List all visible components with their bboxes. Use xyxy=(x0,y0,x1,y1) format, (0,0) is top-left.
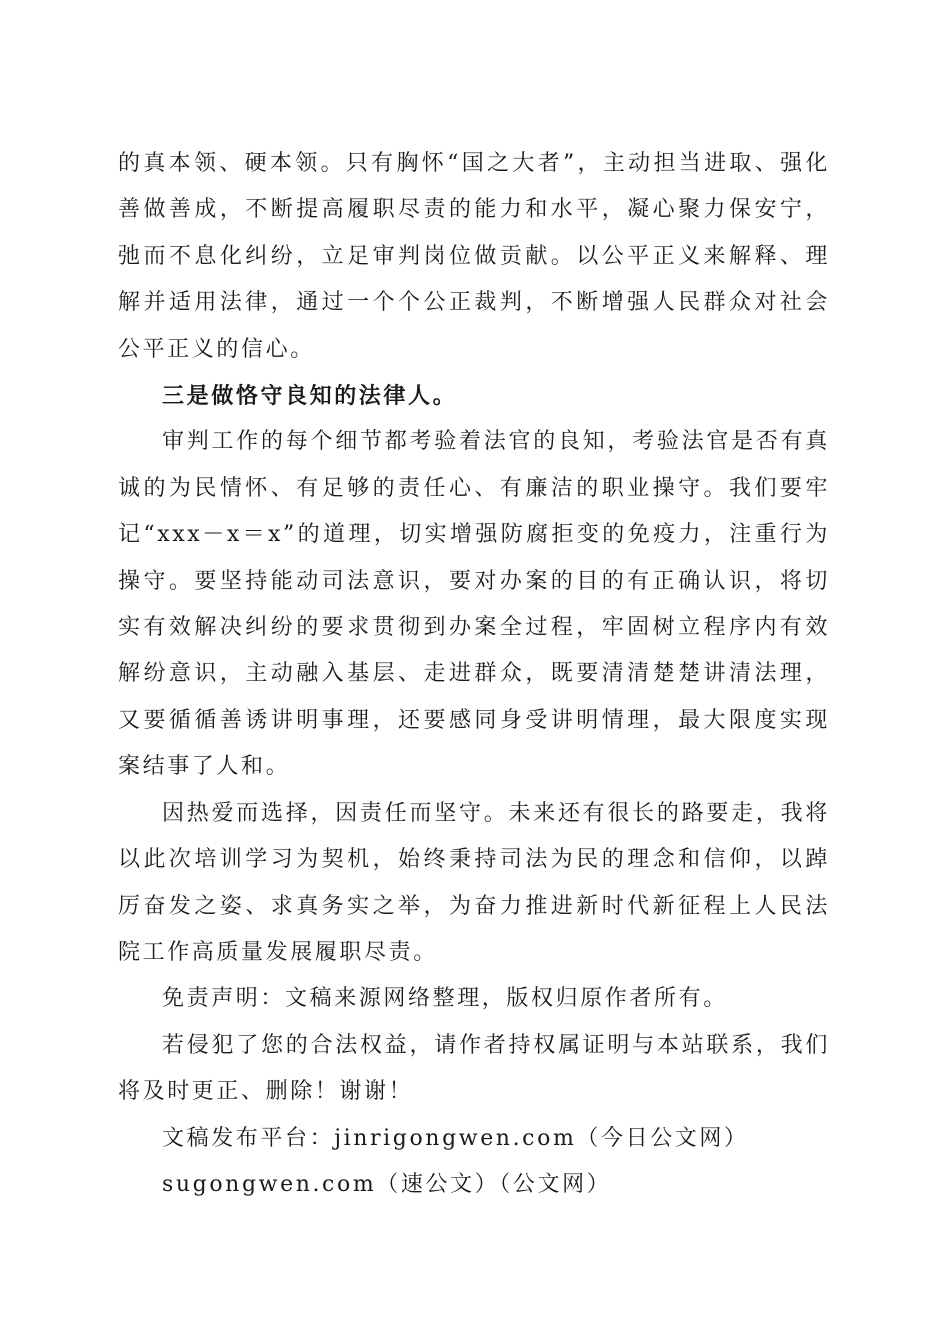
paragraph-conclusion: 因热爱而选择，因责任而坚守。未来还有很长的路要走，我将以此次培训学习为契机，始终秉持司法为民的理念和信仰，以踔厉奋发之姿、求真务实之举，为奋力推进新时代新征程上人民法院工作高质量发展履职尽责。 xyxy=(118,800,830,965)
disclaimer-line: 免责声明：文稿来源网络整理，版权归原作者所有。 xyxy=(162,986,728,1012)
site-names-line: sugongwen.com（速公文）（公文网） xyxy=(162,1171,612,1197)
publish-platform-line: 文稿发布平台：jinrigongwen.com（今日公文网） xyxy=(162,1125,749,1151)
paragraph-continuation: 的真本领、硬本领。只有胸怀“国之大者”，主动担当进取、强化善做善成，不断提高履职尽责的能力和水平，凝心聚力保安宁，弛而不息化纠纷，立足审判岗位做贡献。以公平正义来解释、理解并适用法律，通过一个个公正裁判，不断增强人民群众对社会公平正义的信心。 xyxy=(118,151,830,362)
paragraph-conscience: 审判工作的每个细节都考验着法官的良知，考验法官是否有真诚的为民情怀、有足够的责任心、有廉洁的职业操守。我们要牢记“xxx－x＝x”的道理，切实增强防腐拒变的免疫力，注重行为操守。要坚持能动司法意识，要对办案的目的有正确认识，将切实有效解决纠纷的要求贯彻到办案全过程，牢固树立程序内有效解纷意识，主动融入基层、走进群众，既要清清楚楚讲清法理，又要循循善诱讲明事理，还要感同身受讲明情理，最大限度实现案结事了人和。 xyxy=(118,429,830,780)
section-heading: 三是做恪守良知的法律人。 xyxy=(162,383,458,410)
document-body xyxy=(118,141,830,1208)
infringement-notice: 若侵犯了您的合法权益，请作者持权属证明与本站联系，我们将及时更正、删除！谢谢！ xyxy=(118,1032,830,1105)
